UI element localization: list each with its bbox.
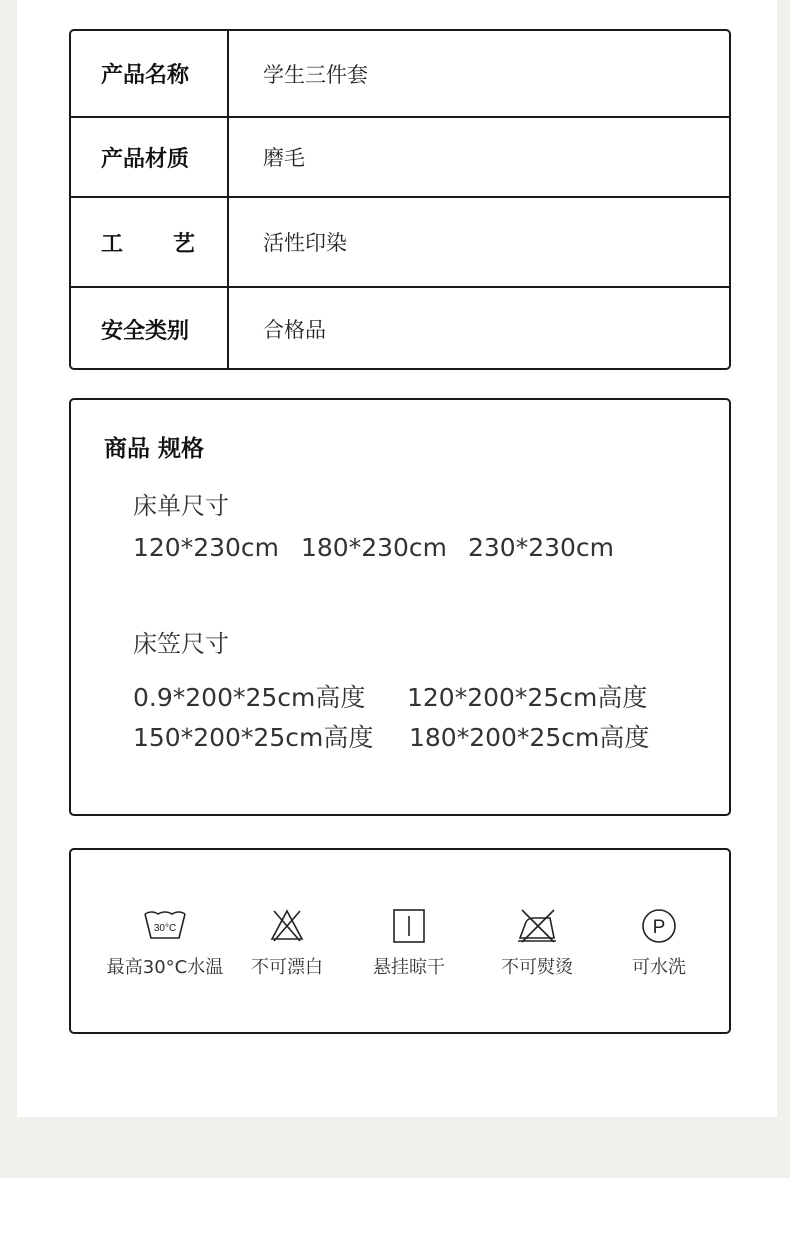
sheet-size-value: 180*230cm xyxy=(301,533,448,562)
care-label: 不可熨烫 xyxy=(501,957,573,978)
info-row-name xyxy=(71,31,729,118)
fitted-size-heading: 床笠尺寸 xyxy=(133,630,229,658)
info-label: 安全类别 xyxy=(71,288,229,370)
info-value: 学生三件套 xyxy=(263,62,368,87)
care-item-no-iron xyxy=(467,908,607,979)
no-iron-icon xyxy=(516,908,558,944)
hang-dry-icon xyxy=(391,908,427,944)
info-value: 合格品 xyxy=(263,318,326,342)
info-row-safety xyxy=(71,288,729,370)
sheet-size-value: 120*230cm xyxy=(133,533,280,562)
fitted-size-value: 120*200*25cm高度 xyxy=(407,683,648,712)
care-label: 可水洗 xyxy=(632,957,686,978)
care-item-no-bleach xyxy=(217,908,357,979)
spec-box xyxy=(69,398,731,816)
wash-30-icon xyxy=(142,908,188,944)
sheet-size-heading: 床单尺寸 xyxy=(133,492,229,520)
info-row-material xyxy=(71,118,729,198)
info-value: 磨毛 xyxy=(263,146,305,170)
info-label: 产品名称 xyxy=(71,31,229,116)
dry-clean-letter: P xyxy=(652,917,666,938)
care-item-washable xyxy=(589,908,729,979)
wash-temp-text: 30°C xyxy=(153,923,177,934)
fitted-size-value: 180*200*25cm高度 xyxy=(409,723,650,752)
dry-clean-p-icon xyxy=(641,908,677,944)
fitted-size-value: 0.9*200*25cm高度 xyxy=(133,683,366,712)
info-label: 产品材质 xyxy=(71,118,229,196)
care-label: 悬挂晾干 xyxy=(373,957,445,978)
care-item-hang-dry xyxy=(339,908,479,979)
no-bleach-icon xyxy=(269,908,305,944)
care-label: 最高30°C水温 xyxy=(106,957,224,978)
sheet-size-value: 230*230cm xyxy=(468,533,615,562)
info-label-part: 艺 xyxy=(172,231,195,257)
info-value: 活性印染 xyxy=(263,231,347,255)
spec-title: 商品 规格 xyxy=(104,436,205,462)
care-label: 不可漂白 xyxy=(251,957,323,978)
info-label xyxy=(71,198,229,286)
care-item-wash xyxy=(95,908,235,979)
fitted-size-value: 150*200*25cm高度 xyxy=(133,723,374,752)
info-label-part: 工 xyxy=(101,231,124,257)
product-info-table xyxy=(69,29,731,370)
info-row-craft xyxy=(71,198,729,288)
care-instructions-box xyxy=(69,848,731,1034)
